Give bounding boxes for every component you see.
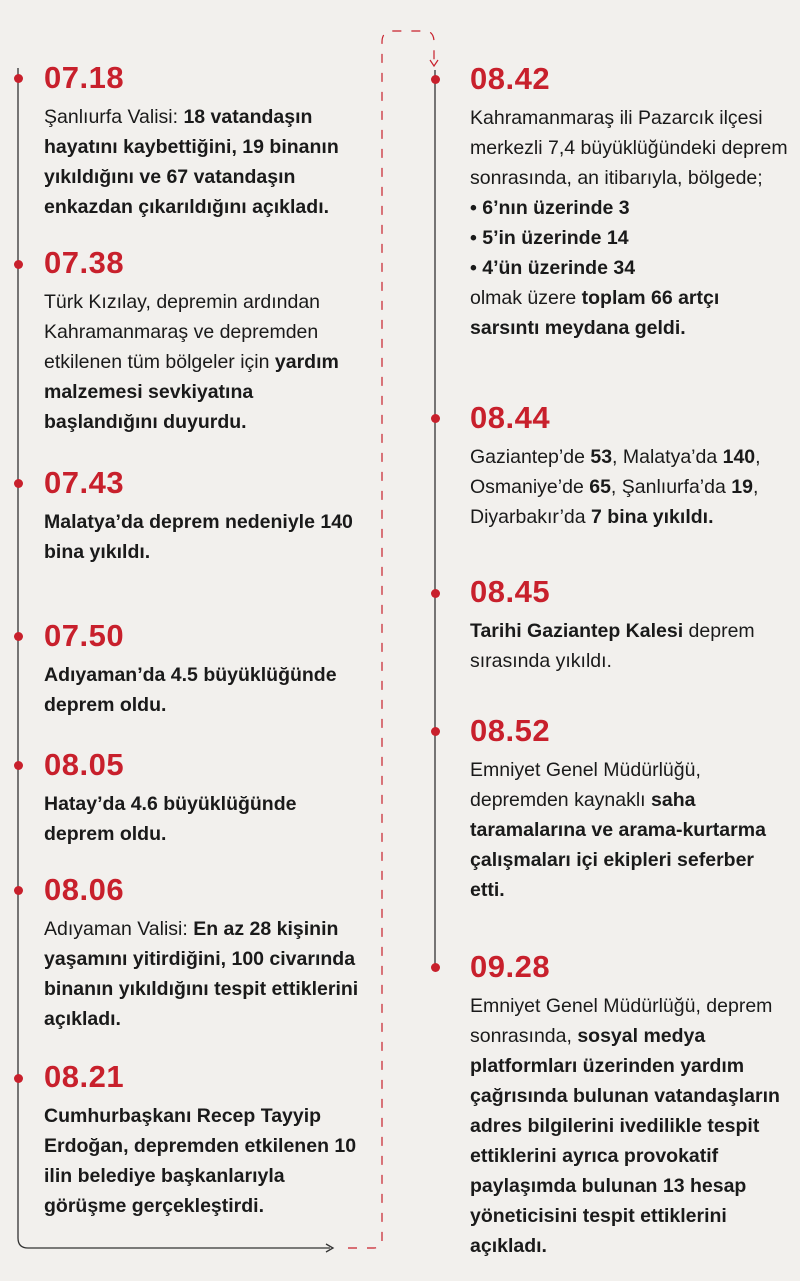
text: Türk Kızılay, depremin ardından Kahramanmaraş ve depremden etkilenen tüm bölgeler için [44,291,321,373]
entry-description [44,287,364,437]
entry-description [44,102,364,222]
timeline-dot [14,1074,23,1083]
bold-text: 140 [722,446,756,468]
bold-text: • 5’in üzerinde 14 [470,227,629,249]
bold-text: saha taramalarına ve arama-kurtarma çalışmaları içi ekipleri seferber etti. [470,789,766,901]
timeline-dot [14,886,23,895]
text: , Şanlıurfa’da [610,476,732,498]
timeline-entry [44,873,364,1034]
timeline-entry [470,950,788,1261]
bold-text: 19 [731,476,753,498]
bold-text: 53 [590,446,613,468]
timeline-entry [44,1060,364,1221]
entry-time: 08.52 [470,713,551,748]
bold-text: sosyal medya platformları üzerinden yardım çağrısında bulunan vatandaşların adres bilgilerini ivedilikle tespit ettiklerini ayrıca provokatif paylaşımda bulunan 13 hesap yöneticisini tespit ettiklerini açıkladı. [470,1025,780,1257]
entry-time: 07.50 [44,618,125,653]
timeline-entry [44,466,364,567]
timeline-dot [14,260,23,269]
timeline-dot [431,414,440,423]
timeline-dot [431,75,440,84]
text: Emniyet Genel Müdürlüğü, deprem sonrasında, [470,995,773,1047]
timeline-dot [14,632,23,641]
entry-time: 08.21 [44,1059,125,1094]
bold-text: Hatay’da 4.6 büyüklüğünde deprem oldu. [44,793,297,845]
bold-text: En az 28 kişinin yaşamını yitirdiğini, 100 civarında binanın yıkıldığını tespit ettiklerini açıkladı. [44,918,359,1030]
entry-description [470,103,788,343]
entry-time: 07.38 [44,245,125,280]
timeline-dot [431,963,440,972]
text: , Osmaniye’de [470,446,761,498]
timeline-dot [14,74,23,83]
bold-text: Tarihi Gaziantep Kalesi [470,620,684,642]
timeline-dot [14,479,23,488]
timeline-entry [470,62,788,343]
timeline-entry [470,401,788,532]
text: Gaziantep’de [470,446,591,468]
entry-time: 08.44 [470,400,551,435]
timeline-entry [470,575,788,676]
text: Adıyaman Valisi: [44,918,194,940]
bold-text: toplam 66 artçı sarsıntı meydana geldi. [470,287,720,339]
bold-text: 18 vatandaşın hayatını kaybettiğini, 19 binanın yıkıldığını ve 67 vatandaşın enkazdan çıkarıldığını açıkladı. [44,106,339,218]
entry-time: 07.18 [44,60,125,95]
entry-description [44,914,364,1034]
bold-text: • 4’ün üzerinde 34 [470,257,636,279]
entry-description [44,660,364,720]
entry-time: 08.45 [470,574,551,609]
text: olmak üzere [470,287,582,309]
entry-time: 07.43 [44,465,125,500]
timeline-dot [14,761,23,770]
timeline-entry [470,714,788,905]
entry-time: 08.42 [470,61,551,96]
bold-text: • 6’nın üzerinde 3 [470,197,630,219]
timeline-entry [44,61,364,222]
entry-description [44,507,364,567]
text: Şanlıurfa Valisi: [44,106,184,128]
timeline-entry [44,246,364,437]
text: Emniyet Genel Müdürlüğü, depremden kaynaklı [470,759,701,811]
bold-text: yardım malzemesi sevkiyatına başlandığını duyurdu. [44,351,339,433]
text: Kahramanmaraş ili Pazarcık ilçesi merkezli 7,4 büyüklüğündeki deprem sonrasında, an itibarıyla, bölgede; [470,107,788,189]
entry-description [470,442,788,532]
bold-text: Malatya’da deprem nedeniyle 140 bina yıkıldı. [44,511,353,563]
entry-description [44,1101,364,1221]
timeline-entry [44,619,364,720]
entry-time: 08.05 [44,747,125,782]
bold-text: 65 [589,476,611,498]
bold-text: Cumhurbaşkanı Recep Tayyip Erdoğan, depremden etkilenen 10 ilin belediye başkanlarıyla görüşme gerçekleştirdi. [44,1105,357,1217]
timeline-dot [431,727,440,736]
entry-description [44,789,364,849]
entry-time: 09.28 [470,949,551,984]
entry-description [470,616,788,676]
timeline-entry [44,748,364,849]
text: deprem sırasında yıkıldı. [470,620,755,672]
entry-description [470,755,788,905]
entry-description [470,991,788,1261]
text: , Diyarbakır’da [470,476,759,528]
timeline-dot [431,589,440,598]
text: , Malatya’da [612,446,723,468]
bold-text: 7 bina yıkıldı. [591,506,714,528]
bold-text: Adıyaman’da 4.5 büyüklüğünde deprem oldu. [44,664,337,716]
entry-time: 08.06 [44,872,125,907]
